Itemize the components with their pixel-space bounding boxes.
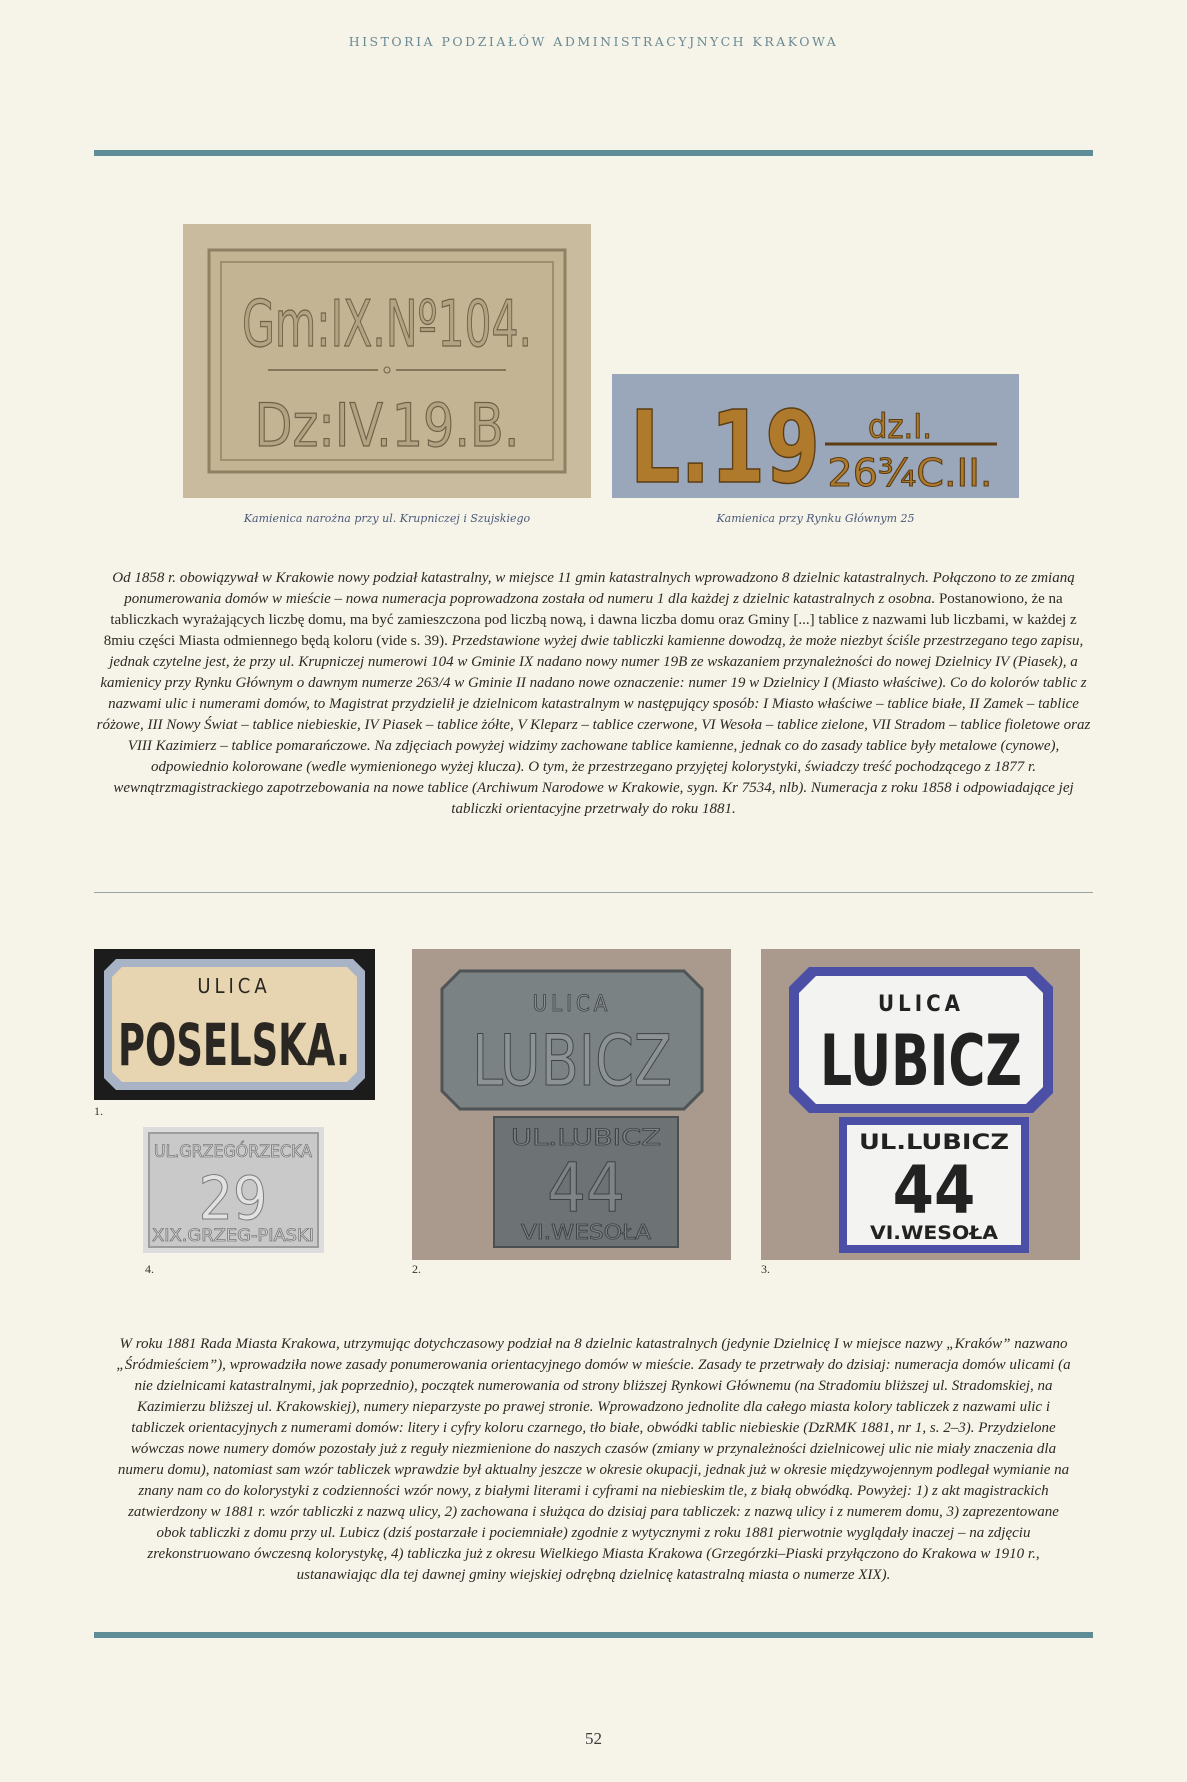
top-rule [94,150,1093,156]
plate-bottom: 26¾C.II. [827,451,993,495]
middle-rule [94,892,1093,893]
sign4-num: 29 [198,1164,268,1234]
sign2-big: LUBICZ [472,1020,672,1102]
paragraph-1858 [94,568,1093,820]
sign2-small: ULICA [532,992,612,1017]
paragraph-1858-quote: Postanowiono, że na tabliczkach wyrażających liczbę domu, ma być zamieszczona pod liczbą nową, i dawna liczba domu oraz Gminy [...] tablice z nazwami lub liczbami, w każdej z 8miu części Miasta odmiennego będą koloru (vide s. 39). [103,591,1077,649]
caption-krupnicza: Kamienica narożna przy ul. Krupniczej i Szujskiego [243,512,531,525]
sign2-bottom: VI.WESOŁA [521,1220,652,1244]
sign4-top: UL.GRZEGÓRZECKA [154,1142,307,1162]
sign3-num: 44 [892,1152,976,1229]
sign4-bottom: XIX.GRZEG-PIASKI [152,1226,314,1246]
label-4: 4. [145,1262,154,1276]
sign-poselska [94,949,375,1100]
plaque-line2: Dz:IV.19.B. [254,391,520,461]
sign3-top: UL.LUBICZ [859,1130,1009,1154]
sign1-small: ULICA [197,974,271,998]
paragraph-1881: W roku 1881 Rada Miasta Krakowa, utrzymując dotychczasowy podział na 8 dzielnic katastralnych (jedynie Dzielnicę I w miejsce nazwy „Kraków” nazwano „Śródmieściem”), wprowadziła nowe zasady ponumerowania orientacyjnego domów w mieście. Zasady te przetrwały do dzisiaj: numeracja domów ulicami (a nie dzielnicami katastralnymi, jak poprzednio), początek numerowania od strony bliższej Rynkowi Głównemu (na Stradomiu bliższej ul. Stradomskiej, na Kazimierzu bliższej ul. Krakowskiej), numery nieparzyste po prawej stronie. Wprowadzono jednolite dla całego miasta kolory tabliczek z nazwami ulic i tabliczek orientacyjnych z numerami domów: litery i cyfry koloru czarnego, tło białe, obwódki tablic niebieskie (DzRMK 1881, nr 1, s. 2–3). Przydzielone wówczas nowe numery domów pozostały już z reguły niezmienione do naszych czasów (zmiany w przynależności dzielnicowej ulic nie miały znaczenia dla numeru domu), natomiast sam wzór tabliczek wprawdzie był aktualny jeszcze w okresie okupacji, jednak już w okresie międzywojennym podlegał wymianie na znany nam co do kolorystyki z codzienności wzór nowy, z białymi literami i cyframi na niebieskim tle, z białą obwódką. Powyżej: 1) z akt magistrackich zatwierdzony w 1881 r. wzór tabliczki z nazwą ulicy, 2) zachowana i służąca do dzisiaj para tabliczek: z nazwą ulicy i z numerem domu, 3) zaprezentowane obok tabliczki z domu przy ul. Lubicz (dziś postarzałe i pociemniałe) zgodnie z wytycznymi z roku 1881 pierwotnie wyglądały inaczej – na zdjęciu zrekonstruowano ówczesną kolorystykę, 4) tabliczka już z okresu Wielkiego Miasta Krakowa (Grzegórzki–Piaski przyłączono do Krakowa w 1910 r., ustanawiając dla tej dawnej gminy wiejskiej odrębną dzielnicę katastralną miasta o numerze XIX). [116,1336,1071,1583]
sign1-big: POSELSKA. [118,1011,350,1079]
photo-rynek-plate [612,374,1019,506]
running-header: HISTORIA PODZIAŁÓW ADMINISTRACYJNYCH KRAKOWA [348,34,839,49]
sign-lubicz-old [412,949,731,1260]
sign2-top: UL.LUBICZ [511,1126,661,1151]
plate-top: dz.I. [868,407,932,447]
label-1: 1. [94,1104,103,1118]
caption-rynek: Kamienica przy Rynku Głównym 25 [716,512,915,525]
photo-krupnicza-plaque [183,224,591,498]
page-number: 52 [585,1729,602,1748]
sign3-bottom: VI.WESOŁA [870,1222,999,1244]
sign-grzegorzecka [143,1127,324,1253]
plate-main: L.19 [630,389,820,506]
bottom-rule [94,1632,1093,1638]
paragraph-1858-rest: Przedstawione wyżej dwie tabliczki kamienne dowodzą, że może niezbyt ściśle przestrzegano tego zapisu, jednak czytelne jest, że przy ul. Krupniczej numerowi 104 w Gminie IX nadano nowy numer 19B ze wskazaniem przynależności do nowej Dzielnicy IV (Piasek), a kamienicy przy Rynku Głównym o dawnym numerze 263/4 w Gminie II nadano nowe oznaczenie: numer 19 w Dzielnicy I (Miasto właściwe). Co do kolorów tablic z nazwami ulic i numerami domów, to Magistrat przydzielił je dzielnicom katastralnym w następujący sposób: I Miasto właściwe – tablice białe, II Zamek – tablice różowe, III Nowy Świat – tablice niebieskie, IV Piasek – tablice żółte, V Kleparz – tablice czerwone, VI Wesoła – tablice zielone, VII Stradom – tablice fioletowe oraz VIII Kazimierz – tablice pomarańczowe. Na zdjęciach powyżej widzimy zachowane tablice kamienne, jednak co do zasady tablice były metalowe (cynowe), odpowiednio kolorowane (wedle wymienionego wyżej klucza). O tym, że przestrzegano przyjętej kolorystyki, świadczy treść pochodzącego z 1877 r. wewnątrzmagistrackiego zapotrzebowania na nowe tablice (Archiwum Narodowe w Krakowie, sygn. Kr 7534, nlb). Numeracja z roku 1858 i odpowiadające jej tabliczki orientacyjne przetrwały do roku 1881. [96,633,1091,817]
sign-lubicz-reconstructed [761,949,1080,1260]
label-2: 2. [412,1262,421,1276]
sign3-big: LUBICZ [820,1020,1022,1102]
sign2-num: 44 [547,1149,625,1228]
paragraph-1858-intro: Od 1858 r. obowiązywał w Krakowie nowy podział katastralny, w miejsce 11 gmin katastralnych wprowadzono 8 dzielnic katastralnych. Połączono to ze zmianą ponumerowania domów w mieście – nowa numeracja poprowadzona została od numeru 1 dla każdej z dzielnic katastralnych z osobna. [112,570,1075,607]
label-3: 3. [761,1262,770,1276]
plaque-line1: Gm:IX.Nº104. [242,288,532,362]
sign3-small: ULICA [878,992,964,1017]
